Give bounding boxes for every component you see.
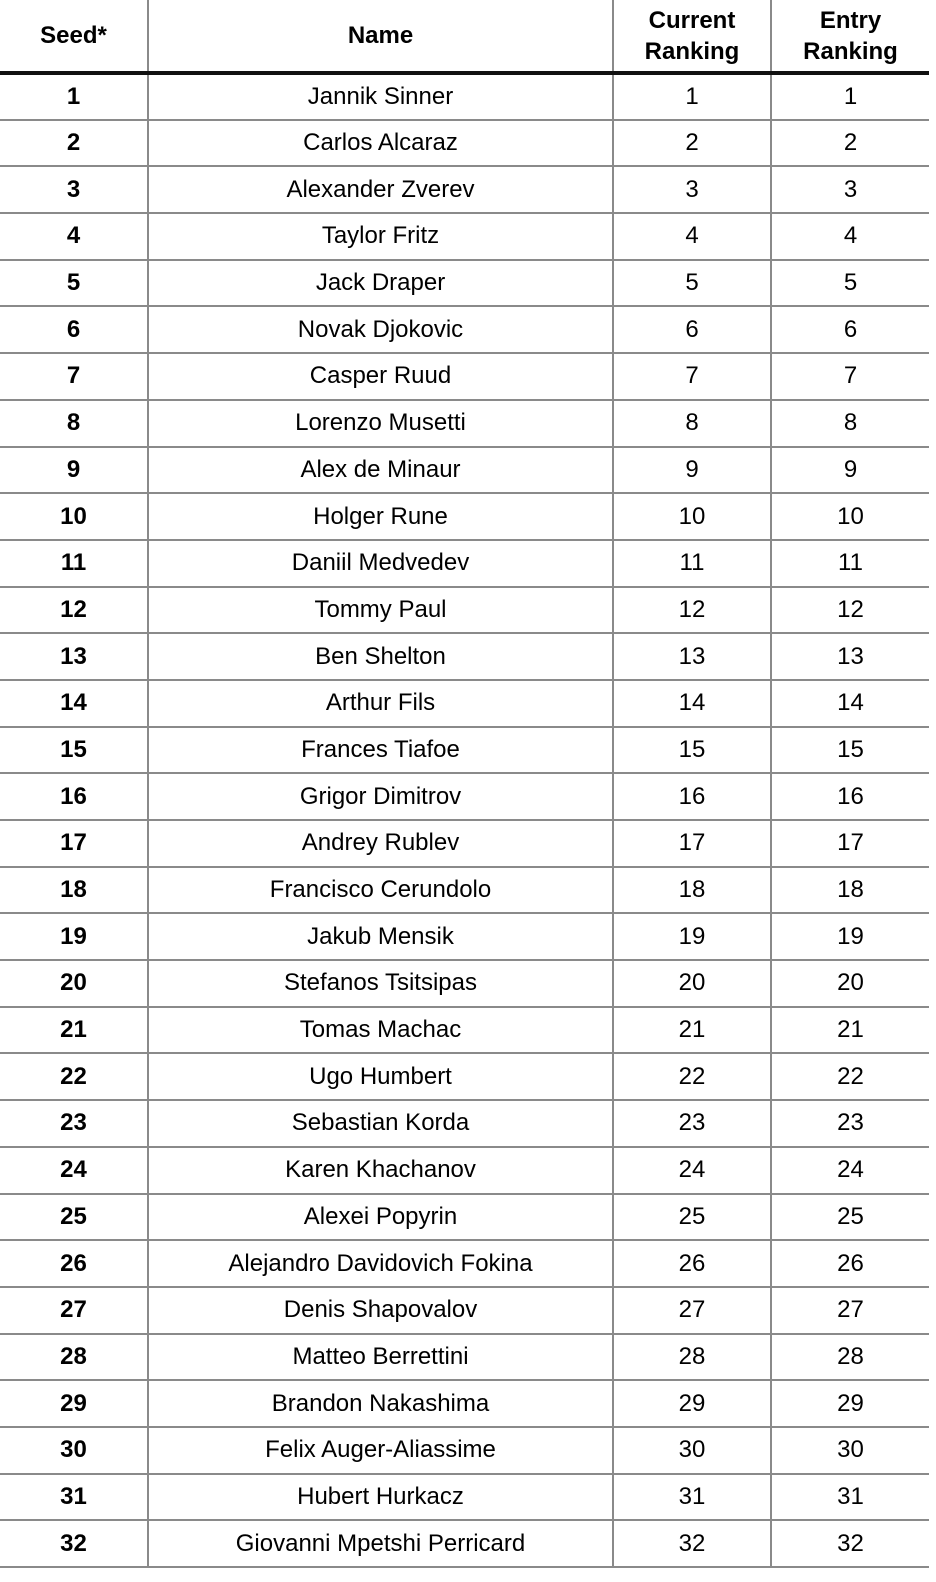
player-name-cell: Karen Khachanov [148,1147,613,1194]
player-name-cell: Brandon Nakashima [148,1380,613,1427]
table-row [0,1194,929,1241]
entry-ranking-cell: 27 [771,1287,929,1334]
entry-ranking-cell: 5 [771,260,929,307]
seed-cell: 27 [0,1287,148,1334]
current-ranking-cell: 10 [613,493,771,540]
player-name-cell: Andrey Rublev [148,820,613,867]
player-name-cell: Jack Draper [148,260,613,307]
current-ranking-cell: 14 [613,680,771,727]
current-ranking-cell: 16 [613,773,771,820]
table-row [0,1240,929,1287]
entry-ranking-cell: 3 [771,166,929,213]
current-ranking-cell: 2 [613,120,771,167]
seed-cell: 19 [0,913,148,960]
player-name-cell: Casper Ruud [148,353,613,400]
entry-ranking-cell: 20 [771,960,929,1007]
player-name-cell: Jannik Sinner [148,73,613,120]
seed-cell: 3 [0,166,148,213]
player-name-cell: Francisco Cerundolo [148,867,613,914]
seed-cell: 6 [0,306,148,353]
table-row [0,1053,929,1100]
entry-ranking-cell: 16 [771,773,929,820]
seed-cell: 18 [0,867,148,914]
current-ranking-cell: 31 [613,1474,771,1521]
table-row [0,680,929,727]
seed-cell: 21 [0,1007,148,1054]
header-row [0,0,929,73]
seed-cell: 24 [0,1147,148,1194]
table-row [0,587,929,634]
current-ranking-cell: 8 [613,400,771,447]
player-name-cell: Arthur Fils [148,680,613,727]
table-row [0,400,929,447]
entry-ranking-cell: 10 [771,493,929,540]
current-ranking-cell: 3 [613,166,771,213]
entry-ranking-cell: 22 [771,1053,929,1100]
table-row [0,1427,929,1474]
current-ranking-cell: 26 [613,1240,771,1287]
table-row [0,306,929,353]
entry-ranking-cell: 26 [771,1240,929,1287]
seed-cell: 10 [0,493,148,540]
current-ranking-cell: 19 [613,913,771,960]
entry-ranking-cell: 19 [771,913,929,960]
entry-ranking-cell: 25 [771,1194,929,1241]
header-current-ranking [613,0,771,73]
table-row [0,493,929,540]
table-row [0,727,929,774]
table-row [0,820,929,867]
entry-ranking-cell: 4 [771,213,929,260]
player-name-cell: Taylor Fritz [148,213,613,260]
table-row [0,1380,929,1427]
player-name-cell: Holger Rune [148,493,613,540]
player-name-cell: Felix Auger-Aliassime [148,1427,613,1474]
entry-ranking-cell: 29 [771,1380,929,1427]
table-row [0,540,929,587]
current-ranking-cell: 18 [613,867,771,914]
header-seed [0,0,148,73]
current-ranking-cell: 22 [613,1053,771,1100]
seed-cell: 2 [0,120,148,167]
player-name-cell: Jakub Mensik [148,913,613,960]
table-row [0,260,929,307]
seed-cell: 25 [0,1194,148,1241]
seed-cell: 31 [0,1474,148,1521]
player-name-cell: Tommy Paul [148,587,613,634]
current-ranking-cell: 21 [613,1007,771,1054]
seed-cell: 20 [0,960,148,1007]
seed-cell: 29 [0,1380,148,1427]
seed-cell: 7 [0,353,148,400]
current-ranking-cell: 5 [613,260,771,307]
seed-cell: 9 [0,447,148,494]
current-ranking-cell: 12 [613,587,771,634]
current-ranking-cell: 32 [613,1520,771,1567]
seed-cell: 30 [0,1427,148,1474]
current-ranking-cell: 24 [613,1147,771,1194]
entry-ranking-cell: 30 [771,1427,929,1474]
seed-cell: 11 [0,540,148,587]
entry-ranking-cell: 13 [771,633,929,680]
current-ranking-cell: 4 [613,213,771,260]
player-name-cell: Sebastian Korda [148,1100,613,1147]
table-row [0,120,929,167]
table-row [0,1287,929,1334]
current-ranking-cell: 29 [613,1380,771,1427]
seed-cell: 17 [0,820,148,867]
table-row [0,1007,929,1054]
table-header [0,0,929,73]
entry-ranking-cell: 23 [771,1100,929,1147]
player-name-cell: Giovanni Mpetshi Perricard [148,1520,613,1567]
player-name-cell: Tomas Machac [148,1007,613,1054]
player-name-cell: Alexei Popyrin [148,1194,613,1241]
header-current-label-line1: Current [648,6,736,34]
current-ranking-cell: 6 [613,306,771,353]
entry-ranking-cell: 7 [771,353,929,400]
player-name-cell: Hubert Hurkacz [148,1474,613,1521]
table-row [0,213,929,260]
entry-ranking-cell: 9 [771,447,929,494]
entry-ranking-cell: 2 [771,120,929,167]
seed-cell: 26 [0,1240,148,1287]
table-row [0,913,929,960]
current-ranking-cell: 23 [613,1100,771,1147]
current-ranking-cell: 28 [613,1334,771,1381]
table-row [0,353,929,400]
table-row [0,867,929,914]
entry-ranking-cell: 1 [771,73,929,120]
current-ranking-cell: 25 [613,1194,771,1241]
current-ranking-cell: 30 [613,1427,771,1474]
header-seed-label: Seed* [40,22,107,49]
player-name-cell: Denis Shapovalov [148,1287,613,1334]
entry-ranking-cell: 6 [771,306,929,353]
seed-cell: 1 [0,73,148,120]
header-name [148,0,613,73]
seed-cell: 22 [0,1053,148,1100]
seed-cell: 14 [0,680,148,727]
seed-cell: 32 [0,1520,148,1567]
table-row [0,447,929,494]
current-ranking-cell: 13 [613,633,771,680]
current-ranking-cell: 1 [613,73,771,120]
current-ranking-cell: 11 [613,540,771,587]
header-current-label-line2: Ranking [644,37,740,65]
current-ranking-cell: 7 [613,353,771,400]
seed-cell: 13 [0,633,148,680]
entry-ranking-cell: 11 [771,540,929,587]
seed-cell: 16 [0,773,148,820]
entry-ranking-cell: 17 [771,820,929,867]
entry-ranking-cell: 12 [771,587,929,634]
entry-ranking-cell: 21 [771,1007,929,1054]
player-name-cell: Carlos Alcaraz [148,120,613,167]
player-name-cell: Alexander Zverev [148,166,613,213]
player-name-cell: Matteo Berrettini [148,1334,613,1381]
table-row [0,633,929,680]
table-row [0,1474,929,1521]
table-body [0,73,929,1567]
entry-ranking-cell: 24 [771,1147,929,1194]
player-name-cell: Alejandro Davidovich Fokina [148,1240,613,1287]
current-ranking-cell: 27 [613,1287,771,1334]
entry-ranking-cell: 14 [771,680,929,727]
table-row [0,1334,929,1381]
player-name-cell: Ben Shelton [148,633,613,680]
seed-cell: 12 [0,587,148,634]
table-row [0,1147,929,1194]
current-ranking-cell: 9 [613,447,771,494]
player-name-cell: Frances Tiafoe [148,727,613,774]
seed-cell: 8 [0,400,148,447]
player-name-cell: Novak Djokovic [148,306,613,353]
header-entry-label-line1: Entry [819,6,882,34]
table-row [0,1520,929,1567]
current-ranking-cell: 20 [613,960,771,1007]
entry-ranking-cell: 8 [771,400,929,447]
player-name-cell: Alex de Minaur [148,447,613,494]
entry-ranking-cell: 15 [771,727,929,774]
header-entry-ranking [771,0,929,73]
entry-ranking-cell: 31 [771,1474,929,1521]
entry-ranking-cell: 28 [771,1334,929,1381]
current-ranking-cell: 15 [613,727,771,774]
current-ranking-cell: 17 [613,820,771,867]
player-name-cell: Lorenzo Musetti [148,400,613,447]
player-name-cell: Daniil Medvedev [148,540,613,587]
table-row [0,73,929,120]
table-row [0,773,929,820]
seed-cell: 4 [0,213,148,260]
seed-cell: 5 [0,260,148,307]
header-name-label: Name [347,22,414,49]
table-row [0,166,929,213]
header-entry-label-line2: Ranking [803,37,898,65]
seed-cell: 15 [0,727,148,774]
player-name-cell: Ugo Humbert [148,1053,613,1100]
table-row [0,1100,929,1147]
entry-ranking-cell: 32 [771,1520,929,1567]
player-name-cell: Grigor Dimitrov [148,773,613,820]
seed-cell: 23 [0,1100,148,1147]
seed-cell: 28 [0,1334,148,1381]
player-name-cell: Stefanos Tsitsipas [148,960,613,1007]
table-row [0,960,929,1007]
entry-ranking-cell: 18 [771,867,929,914]
